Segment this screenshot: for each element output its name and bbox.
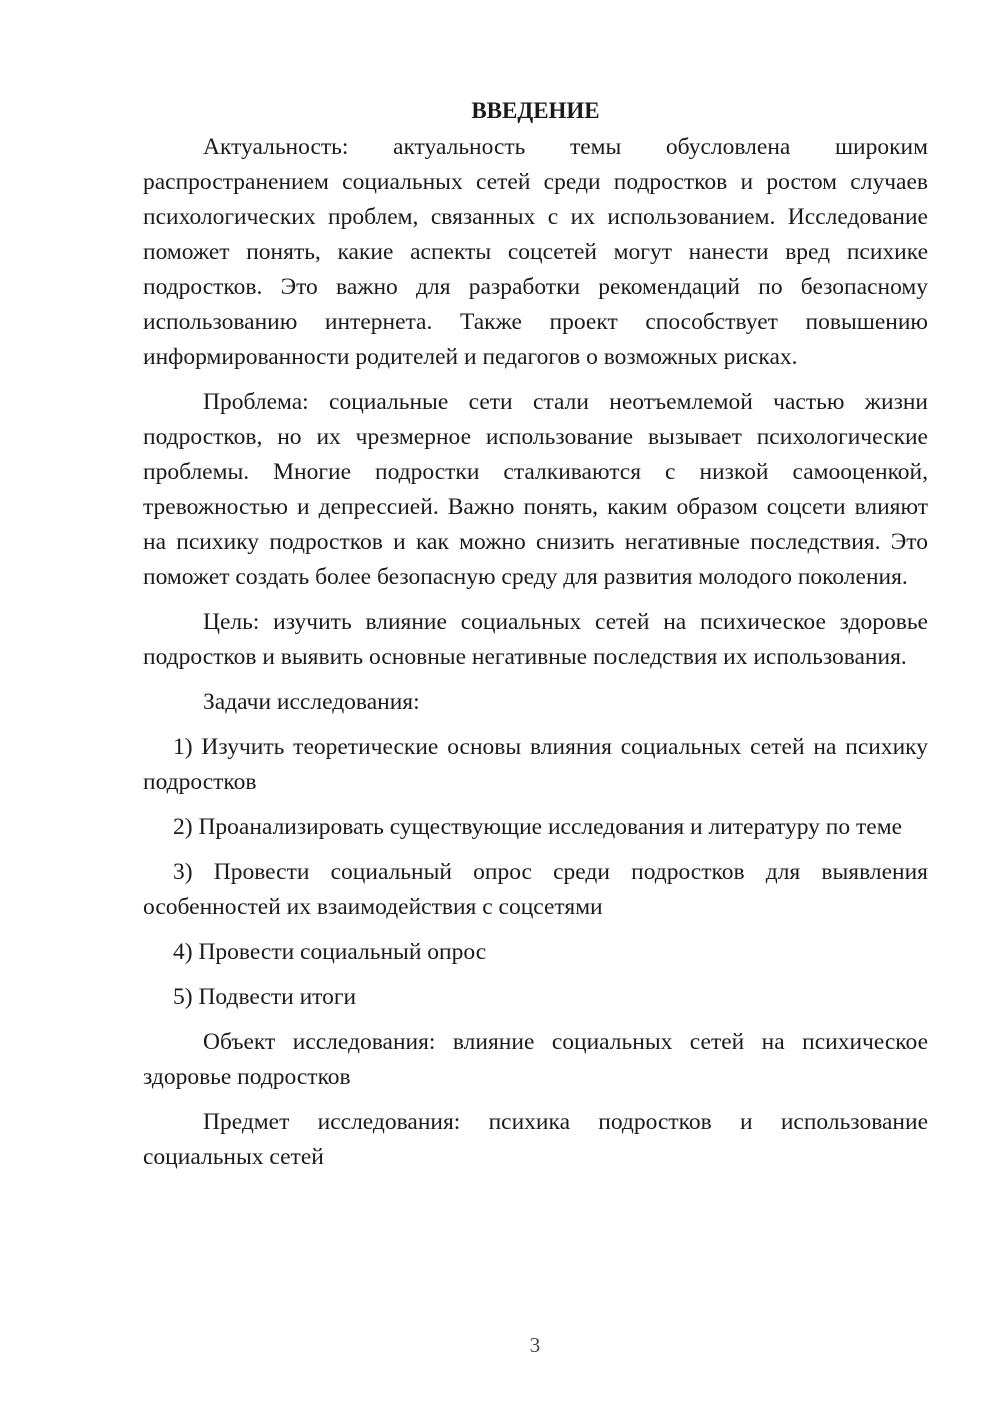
task-item: 4) Провести социальный опрос <box>173 939 487 965</box>
spacer <box>143 970 928 980</box>
task-item: 5) Подвести итоги <box>173 984 357 1010</box>
spacer <box>143 595 928 605</box>
spacer <box>143 925 928 935</box>
relevance-paragraph: Актуальность: актуальность темы обусловлена широким распространением социальных сетей среди подростков и ростом случаев психологических проблем, связанных с их использованием. Исследование поможет понять, какие аспекты соцсетей могут нанести вред психике подростков. Это важно для разработки рекомендаций по безопасному использованию интернета. Также проект способствует повышению информированности родителей и педагогов о возможных рисках. <box>143 134 928 370</box>
tasks-heading: Задачи исследования: <box>203 689 420 715</box>
page-number: 3 <box>529 1333 541 1357</box>
task-item: 2) Проанализировать существующие исследования и литературу по теме <box>173 814 903 840</box>
spacer <box>143 375 928 385</box>
spacer <box>143 675 928 685</box>
goal-paragraph: Цель: изучить влияние социальных сетей на психическое здоровье подростков и выявить основные негативные последствия их использования. <box>143 609 928 670</box>
research-subject-paragraph: Предмет исследования: психика подростков и использование социальных сетей <box>143 1109 928 1170</box>
spacer <box>143 720 928 730</box>
spacer <box>143 1095 928 1105</box>
spacer <box>143 800 928 810</box>
problem-paragraph: Проблема: социальные сети стали неотъемлемой частью жизни подростков, но их чрезмерное использование вызывает психологические проблемы. Многие подростки сталкиваются с низкой самооценкой, тревожностью и депрессией. Важно понять, каким образом соцсети влияют на психику подростков и как можно снизить негативные последствия. Это поможет создать более безопасную среду для развития молодого поколения. <box>143 389 928 590</box>
research-object-paragraph: Объект исследования: влияние социальных сетей на психическое здоровье подростков <box>143 1029 928 1090</box>
task-item: 1) Изучить теоретические основы влияния социальных сетей на психику подростков <box>143 734 928 795</box>
document-page <box>143 92 928 1175</box>
spacer <box>143 1015 928 1025</box>
spacer <box>143 845 928 855</box>
task-item: 3) Провести социальный опрос среди подростков для выявления особенностей их взаимодействия с соцсетями <box>143 859 928 920</box>
page-title: ВВЕДЕНИЕ <box>471 98 600 123</box>
